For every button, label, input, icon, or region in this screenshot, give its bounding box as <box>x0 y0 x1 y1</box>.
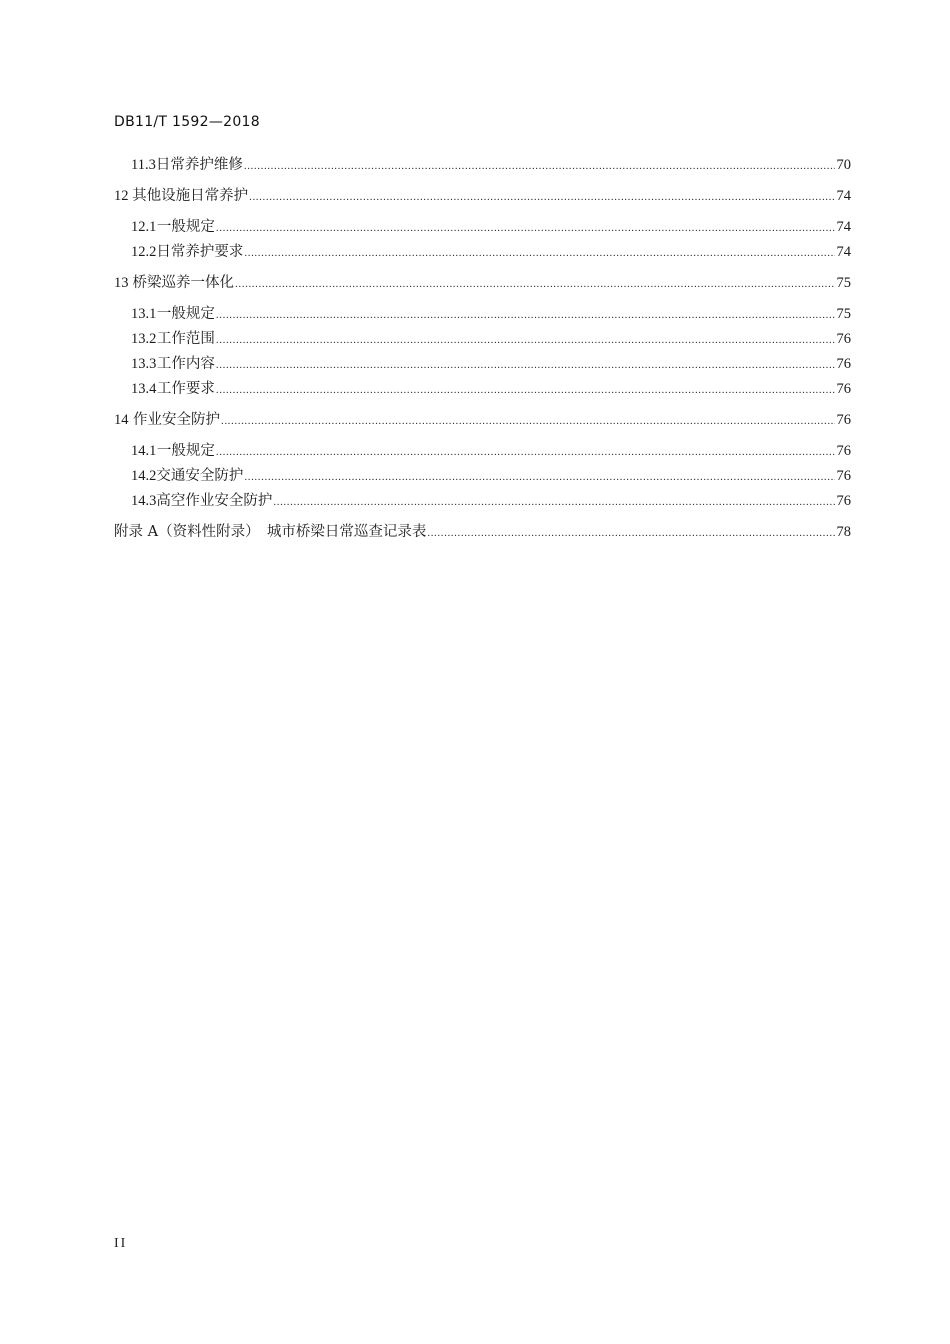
toc-entry-title: 交通安全防护 <box>156 468 244 484</box>
toc-entry-page: 70 <box>836 157 851 173</box>
toc-entry-page: 74 <box>836 244 851 260</box>
toc-entry[interactable] <box>114 466 851 486</box>
toc-dot-leader <box>216 442 835 462</box>
toc-entry-number: 14 <box>114 412 129 428</box>
toc-entry-title: 一般规定 <box>156 219 215 235</box>
toc-entry-page: 76 <box>836 412 851 428</box>
toc-dot-leader <box>427 523 834 543</box>
toc-entry[interactable] <box>114 217 851 237</box>
toc-entry-page: 76 <box>836 356 851 372</box>
toc-entry-title: 一般规定 <box>156 306 215 322</box>
toc-entry-number: 11.3 <box>131 157 156 173</box>
toc-entry[interactable] <box>114 379 851 399</box>
toc-entry-number: 14.3 <box>131 493 157 509</box>
toc-entry-title: 工作内容 <box>156 356 215 372</box>
toc-dot-leader <box>216 305 835 325</box>
toc-dot-leader <box>273 492 834 512</box>
toc-entry-page: 76 <box>836 493 851 509</box>
toc-entry-page: 74 <box>836 219 851 235</box>
toc-entry[interactable] <box>114 491 851 511</box>
toc-dot-leader <box>216 380 835 400</box>
toc-entry-number: 13 <box>114 275 129 291</box>
toc-dot-leader <box>235 274 834 294</box>
toc-entry-appendix[interactable] <box>114 522 851 542</box>
toc-entry-page: 75 <box>836 306 851 322</box>
toc-dot-leader <box>216 330 835 350</box>
toc-entry[interactable] <box>114 273 851 293</box>
toc-entry-title: 工作范围 <box>156 331 215 347</box>
toc-entry[interactable] <box>114 329 851 349</box>
toc-entry-title: 一般规定 <box>156 443 215 459</box>
toc-dot-leader <box>216 355 835 375</box>
toc-dot-leader <box>221 411 835 431</box>
toc-entry-page: 76 <box>836 468 851 484</box>
toc-entry-number: 13.2 <box>131 331 157 347</box>
toc-entry-number: 13.4 <box>131 381 157 397</box>
toc-entry-page: 76 <box>836 331 851 347</box>
toc-entry[interactable] <box>114 354 851 374</box>
toc-entry[interactable] <box>114 155 851 175</box>
document-code: DB11/T 1592—2018 <box>114 114 260 130</box>
toc-entry-title: 日常养护维修 <box>155 157 243 173</box>
toc-entry-title: 高空作业安全防护 <box>156 493 273 509</box>
toc-entry-page: 75 <box>836 275 851 291</box>
toc-entry-title: 桥梁巡养一体化 <box>132 275 235 291</box>
toc-dot-leader <box>216 218 835 238</box>
toc-entry-page: 76 <box>836 443 851 459</box>
toc-entry-page: 78 <box>836 524 851 540</box>
toc-entry-page: 76 <box>836 381 851 397</box>
toc-entry-number: 12.1 <box>131 219 157 235</box>
toc-entry[interactable] <box>114 186 851 206</box>
toc-entry-page: 74 <box>836 188 851 204</box>
toc-entry-title: 其他设施日常养护 <box>132 188 249 204</box>
toc-entry-number: 13.3 <box>131 356 157 372</box>
toc-entry-number: 14.2 <box>131 468 157 484</box>
toc-entry-number: 13.1 <box>131 306 157 322</box>
toc-entry-title: 日常养护要求 <box>156 244 244 260</box>
toc-dot-leader <box>244 467 834 487</box>
toc-entry[interactable] <box>114 410 851 430</box>
toc-entry-number: 12 <box>114 188 129 204</box>
toc-dot-leader <box>244 156 835 176</box>
toc-entry-number: 14.1 <box>131 443 157 459</box>
toc-dot-leader <box>249 187 834 207</box>
toc-entry-title: 工作要求 <box>156 381 215 397</box>
toc-dot-leader <box>244 243 834 263</box>
page-number: II <box>114 1236 128 1251</box>
toc-entry-title: 附录 A（资料性附录） 城市桥梁日常巡查记录表 <box>114 524 427 540</box>
toc-entry[interactable] <box>114 242 851 262</box>
toc-entry-number: 12.2 <box>131 244 157 260</box>
toc-entry[interactable] <box>114 304 851 324</box>
toc-entry-title: 作业安全防护 <box>132 412 220 428</box>
toc-entry[interactable] <box>114 441 851 461</box>
